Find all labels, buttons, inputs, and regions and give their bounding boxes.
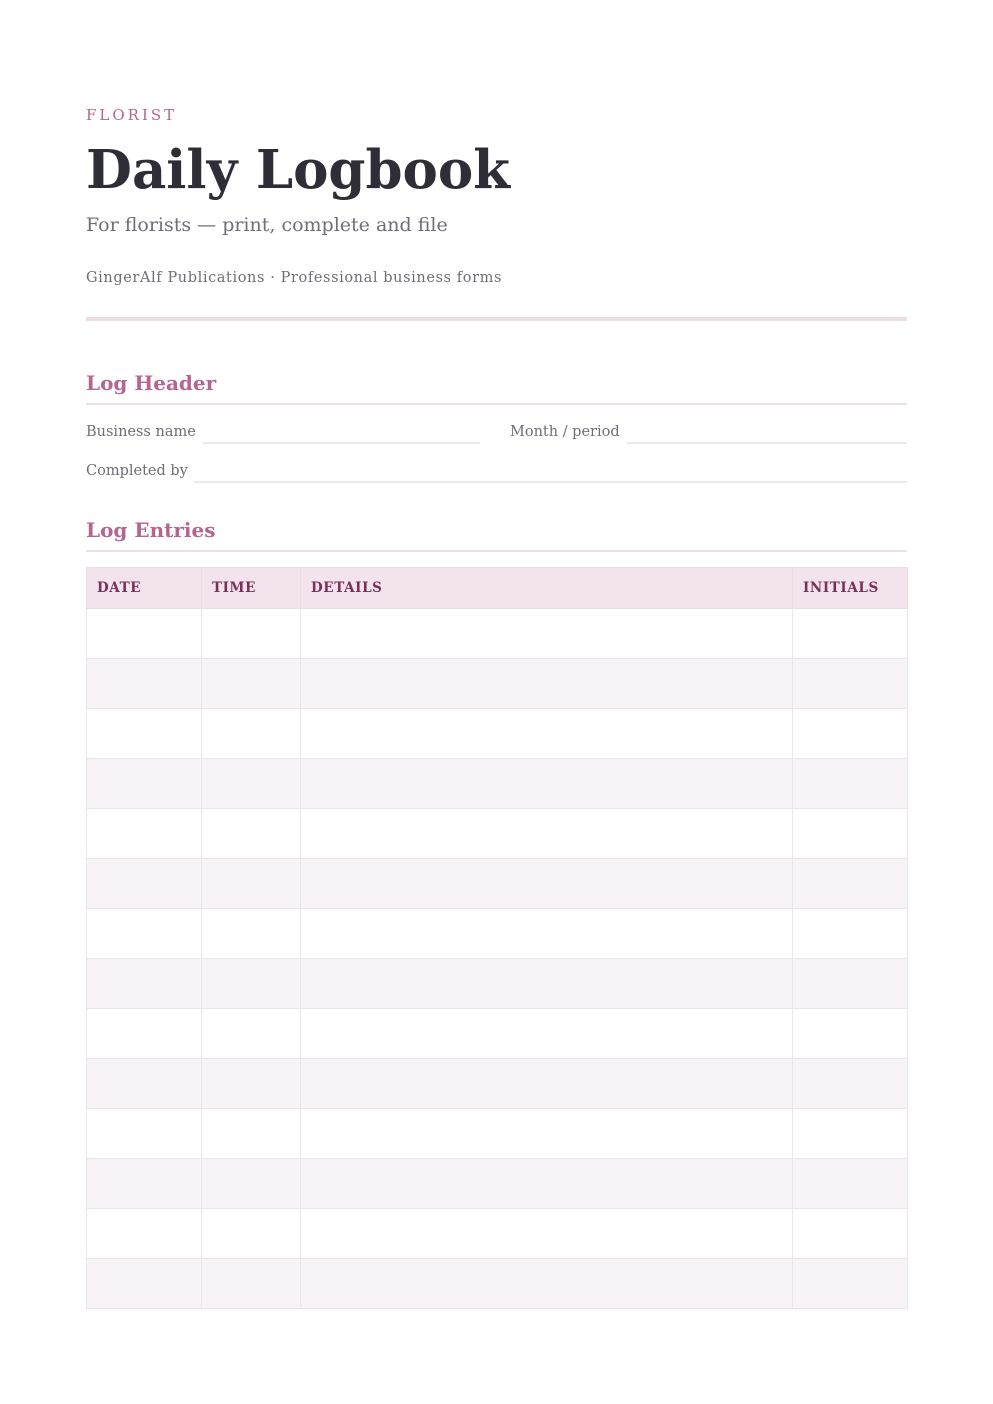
column-header-initials: INITIALS [793, 568, 908, 609]
details-cell[interactable] [301, 1109, 793, 1159]
log-header-divider [86, 403, 907, 405]
date-cell[interactable] [87, 959, 202, 1009]
date-cell[interactable] [87, 1209, 202, 1259]
details-cell[interactable] [301, 1009, 793, 1059]
initials-cell[interactable] [793, 1259, 908, 1309]
date-cell[interactable] [87, 709, 202, 759]
time-cell[interactable] [202, 659, 301, 709]
time-cell[interactable] [202, 1009, 301, 1059]
completed-by-field[interactable] [194, 481, 907, 483]
table-row [87, 1009, 908, 1059]
initials-cell[interactable] [793, 759, 908, 809]
initials-cell[interactable] [793, 709, 908, 759]
business-name-field[interactable] [203, 442, 480, 444]
page-subtitle: For florists — print, complete and file [86, 214, 448, 236]
log-entries-divider [86, 550, 907, 552]
details-cell[interactable] [301, 759, 793, 809]
time-cell[interactable] [202, 959, 301, 1009]
details-cell[interactable] [301, 1159, 793, 1209]
time-cell[interactable] [202, 1159, 301, 1209]
column-header-date: DATE [87, 568, 202, 609]
column-header-time: TIME [202, 568, 301, 609]
time-cell[interactable] [202, 709, 301, 759]
time-cell[interactable] [202, 1259, 301, 1309]
details-cell[interactable] [301, 909, 793, 959]
log-entries-table [86, 567, 908, 1309]
details-cell[interactable] [301, 959, 793, 1009]
table-row [87, 1109, 908, 1159]
date-cell[interactable] [87, 759, 202, 809]
date-cell[interactable] [87, 659, 202, 709]
details-cell[interactable] [301, 809, 793, 859]
time-cell[interactable] [202, 609, 301, 659]
table-row [87, 809, 908, 859]
initials-cell[interactable] [793, 1059, 908, 1109]
initials-cell[interactable] [793, 1159, 908, 1209]
time-cell[interactable] [202, 1059, 301, 1109]
table-row [87, 859, 908, 909]
initials-cell[interactable] [793, 859, 908, 909]
initials-cell[interactable] [793, 809, 908, 859]
time-cell[interactable] [202, 1209, 301, 1259]
table-row [87, 609, 908, 659]
column-header-details: DETAILS [301, 568, 793, 609]
business-name-label: Business name [86, 424, 196, 440]
month-period-field[interactable] [627, 442, 907, 444]
time-cell[interactable] [202, 759, 301, 809]
time-cell[interactable] [202, 1109, 301, 1159]
table-row [87, 1209, 908, 1259]
table-row [87, 1159, 908, 1209]
category-eyebrow: FLORIST [86, 106, 178, 124]
initials-cell[interactable] [793, 959, 908, 1009]
table-row [87, 1059, 908, 1109]
initials-cell[interactable] [793, 1109, 908, 1159]
initials-cell[interactable] [793, 1009, 908, 1059]
date-cell[interactable] [87, 1109, 202, 1159]
time-cell[interactable] [202, 909, 301, 959]
month-period-label: Month / period [510, 424, 620, 440]
time-cell[interactable] [202, 809, 301, 859]
details-cell[interactable] [301, 1209, 793, 1259]
table-row [87, 759, 908, 809]
date-cell[interactable] [87, 1009, 202, 1059]
date-cell[interactable] [87, 1059, 202, 1109]
date-cell[interactable] [87, 1159, 202, 1209]
log-entries-body [87, 609, 908, 1309]
details-cell[interactable] [301, 859, 793, 909]
date-cell[interactable] [87, 609, 202, 659]
log-header-title: Log Header [86, 371, 217, 395]
table-row [87, 959, 908, 1009]
date-cell[interactable] [87, 1259, 202, 1309]
date-cell[interactable] [87, 859, 202, 909]
date-cell[interactable] [87, 909, 202, 959]
initials-cell[interactable] [793, 609, 908, 659]
initials-cell[interactable] [793, 1209, 908, 1259]
table-row [87, 659, 908, 709]
details-cell[interactable] [301, 609, 793, 659]
table-row [87, 1259, 908, 1309]
details-cell[interactable] [301, 1059, 793, 1109]
date-cell[interactable] [87, 809, 202, 859]
completed-by-label: Completed by [86, 463, 188, 479]
publisher-line: GingerAlf Publications · Professional business forms [86, 270, 503, 286]
table-row [87, 909, 908, 959]
initials-cell[interactable] [793, 659, 908, 709]
details-cell[interactable] [301, 1259, 793, 1309]
header-divider [86, 317, 907, 321]
details-cell[interactable] [301, 709, 793, 759]
log-entries-title: Log Entries [86, 518, 216, 542]
page-title: Daily Logbook [86, 139, 510, 201]
table-row [87, 709, 908, 759]
time-cell[interactable] [202, 859, 301, 909]
table-header-row [87, 568, 908, 609]
initials-cell[interactable] [793, 909, 908, 959]
details-cell[interactable] [301, 659, 793, 709]
